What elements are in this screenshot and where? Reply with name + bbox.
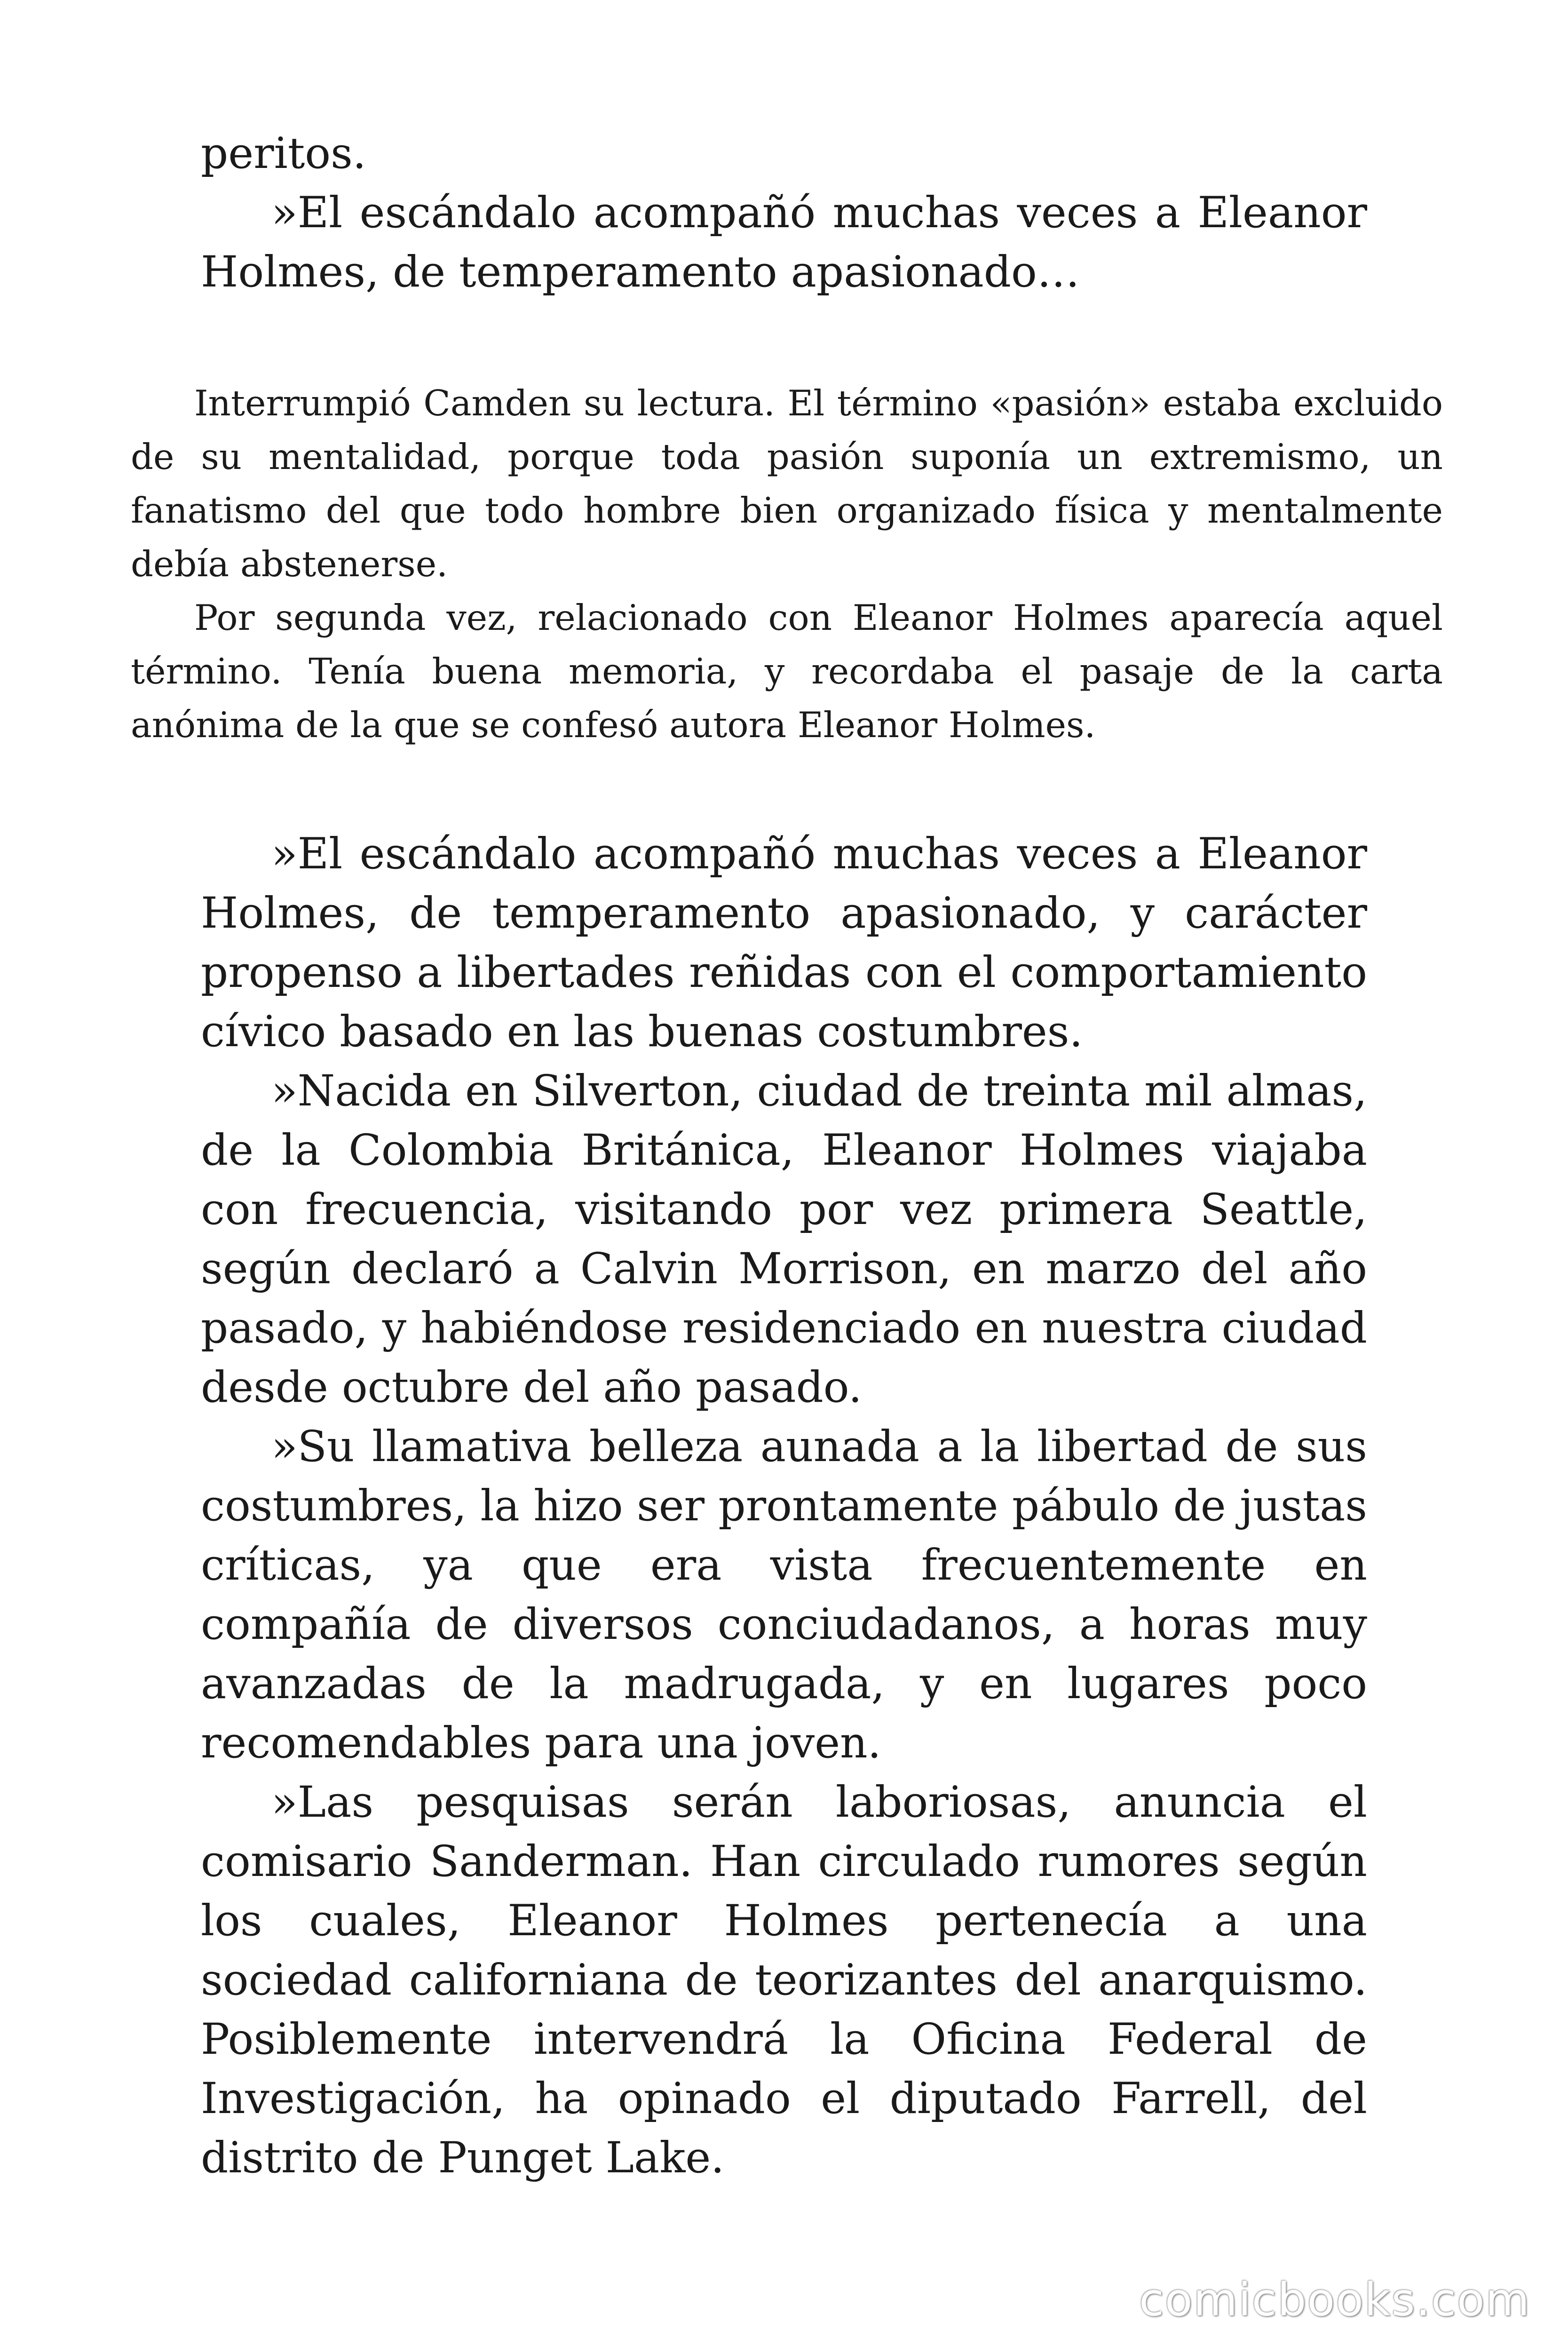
quoted-text-top — [201, 124, 1367, 302]
quoted-text-bottom — [201, 825, 1367, 2188]
quote-bottom-paragraph-1: »El escándalo acompañó muchas veces a Eleanor Holmes, de temperamento apasionado, y carácter propenso a libertades reñidas con el comportamiento cívico basado en las buenas costumbres. — [201, 829, 1367, 1057]
quote-bottom-paragraph-4: »Las pesquisas serán laboriosas, anuncia el comisario Sanderman. Han circulado rumores según los cuales, Eleanor Holmes pertenecía a una sociedad californiana de teorizantes del anarquismo. Posiblemente intervendrá la Oficina Federal de Investigación, ha opinado el diputado Farrell, del distrito de Punget Lake. — [201, 1778, 1367, 2183]
quote-top-paragraph-1: peritos. — [201, 129, 366, 178]
watermark-logo: comicbooks.com — [1139, 2273, 1530, 2326]
quote-bottom-paragraph-3: »Su llamativa belleza aunada a la libertad de sus costumbres, la hizo ser prontamente pábulo de justas críticas, ya que era vista frecuentemente en compañía de diversos conciudadanos, a horas muy avanzadas de la madrugada, y en lugares poco recomendables para una joven. — [201, 1422, 1367, 1768]
quote-top-paragraph-2: »El escándalo acompañó muchas veces a Eleanor Holmes, de temperamento apasionado… — [201, 188, 1367, 297]
quote-bottom-paragraph-2: »Nacida en Silverton, ciudad de treinta mil almas, de la Colombia Británica, Eleanor Holmes viajaba con frecuencia, visitando por vez primera Seattle, según declaró a Calvin Morrison, en marzo del año pasado, y habiéndose residenciado en nuestra ciudad desde octubre del año pasado. — [201, 1066, 1367, 1412]
narration-paragraph-2: Por segunda vez, relacionado con Eleanor Holmes aparecía aquel término. Tenía buena memoria, y recordaba el pasaje de la carta anónima de la que se confesó autora Eleanor Holmes. — [131, 597, 1443, 746]
narration-text — [131, 376, 1443, 752]
narration-paragraph-1: Interrumpió Camden su lectura. El término «pasión» estaba excluido de su mentalidad, porque toda pasión suponía un extremismo, un fanatismo del que todo hombre bien organizado física y mentalmente debía abstenerse. — [131, 382, 1443, 585]
